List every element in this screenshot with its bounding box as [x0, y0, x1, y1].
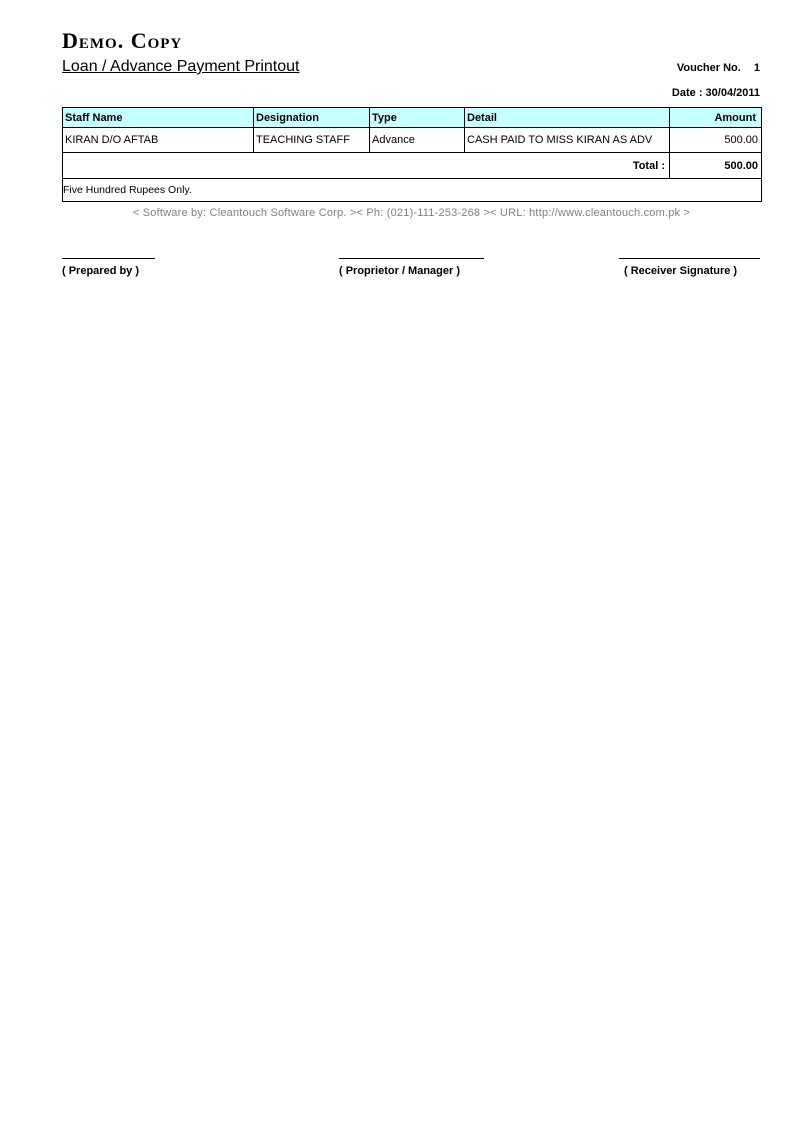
- receiver-signature-label: ( Receiver Signature ): [624, 265, 738, 277]
- voucher-label: Voucher No.: [676, 62, 741, 74]
- prepared-by-label: ( Prepared by ): [62, 265, 140, 277]
- table-header-row: [63, 108, 762, 128]
- col-header-staff-name: Staff Name: [63, 108, 254, 128]
- col-header-detail: Detail: [465, 108, 670, 128]
- software-credit-line: < Software by: Cleantouch Software Corp. >< Ph: (021)-111-253-268 >< URL: http://www.cleantouch.com.pk >: [132, 207, 691, 219]
- amount-in-words: Five Hundred Rupees Only.: [63, 179, 762, 202]
- total-value: 500.00: [670, 153, 762, 179]
- col-header-amount: Amount: [670, 108, 762, 128]
- proprietor-label: ( Proprietor / Manager ): [339, 265, 461, 277]
- receiver-signature-line: [619, 258, 760, 259]
- total-row: [63, 153, 762, 179]
- total-label: Total :: [63, 153, 670, 179]
- demo-copy-title: Demo. Copy: [62, 28, 183, 53]
- table-row: [63, 128, 762, 153]
- col-header-type: Type: [370, 108, 465, 128]
- cell-detail: CASH PAID TO MISS KIRAN AS ADV: [465, 128, 670, 153]
- cell-staff-name: KIRAN D/O AFTAB: [63, 128, 254, 153]
- payment-table: [62, 107, 762, 202]
- voucher-value: 1: [753, 62, 760, 74]
- report-title: Loan / Advance Payment Printout: [62, 58, 300, 75]
- proprietor-signature-line: [339, 258, 484, 259]
- prepared-by-signature-line: [62, 258, 155, 259]
- voucher-number: [677, 62, 760, 74]
- col-header-designation: Designation: [254, 108, 370, 128]
- voucher-date: Date : 30/04/2011: [671, 87, 760, 99]
- cell-designation: TEACHING STAFF: [254, 128, 370, 153]
- amount-in-words-row: [63, 179, 762, 202]
- cell-amount: 500.00: [670, 128, 762, 153]
- cell-type: Advance: [370, 128, 465, 153]
